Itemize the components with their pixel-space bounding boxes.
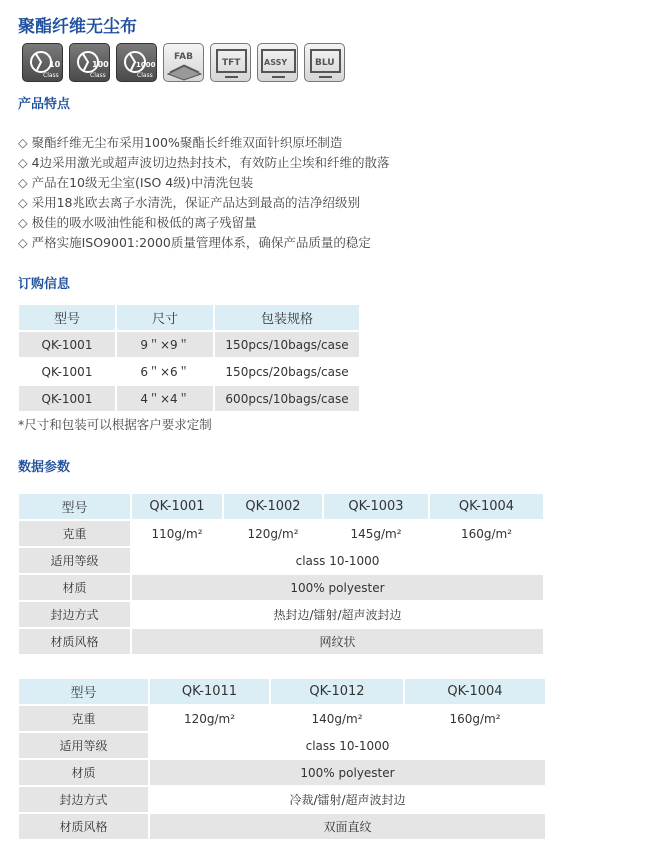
row-label: 封边方式 (19, 787, 148, 812)
table-row (19, 548, 543, 573)
feature-item: ◇ 极佳的吸水吸油性能和极低的离子残留量 (18, 213, 390, 233)
table-cell: QK-1001 (19, 386, 115, 411)
feature-item: ◇ 产品在10级无尘室(ISO 4级)中清洗包装 (18, 173, 390, 193)
table-cell: 4＂×4＂ (117, 386, 213, 411)
header-cell: 包装规格 (215, 305, 359, 330)
table-row (19, 760, 545, 785)
header-cell: QK-1001 (132, 494, 222, 519)
table-row (19, 733, 545, 758)
order-table (17, 303, 361, 413)
table-cell: 网纹状 (132, 629, 543, 654)
header-cell: QK-1004 (405, 679, 545, 704)
row-label: 材质 (19, 575, 130, 600)
table-row (19, 386, 359, 411)
header-cell: 型号 (19, 305, 115, 330)
blu-icon (304, 43, 345, 82)
certification-icons (22, 43, 345, 82)
table-row (19, 575, 543, 600)
table-cell: 160g/m² (430, 521, 543, 546)
table-cell: 600pcs/10bags/case (215, 386, 359, 411)
table-cell: QK-1001 (19, 359, 115, 384)
feature-item: ◇ 4边采用激光或超声波切边热封技术，有效防止尘埃和纤维的散落 (18, 153, 390, 173)
assy-icon (257, 43, 298, 82)
blu-label: BLU (315, 58, 335, 68)
table-cell: 150pcs/20bags/case (215, 359, 359, 384)
class-1000-number: 1000 (136, 61, 156, 69)
row-label: 材质风格 (19, 814, 148, 839)
header-cell: QK-1012 (271, 679, 403, 704)
table-row (19, 787, 545, 812)
header-cell: 型号 (19, 494, 130, 519)
table-row (19, 629, 543, 654)
order-heading: 订购信息 (18, 277, 71, 292)
params-heading: 数据参数 (18, 460, 71, 475)
table-cell: 110g/m² (132, 521, 222, 546)
row-label: 克重 (19, 706, 148, 731)
table-header-row (19, 494, 543, 519)
page-title: 聚酯纤维无尘布 (18, 17, 137, 37)
table-cell: 160g/m² (405, 706, 545, 731)
table-cell: 145g/m² (324, 521, 428, 546)
params-table-1 (17, 492, 545, 656)
fab-icon (163, 43, 204, 82)
row-label: 克重 (19, 521, 130, 546)
table-cell: 100% polyester (150, 760, 545, 785)
tft-label: TFT (222, 58, 241, 68)
header-cell: 型号 (19, 679, 148, 704)
table-row (19, 332, 359, 357)
table-cell: 6＂×6＂ (117, 359, 213, 384)
table-row (19, 602, 543, 627)
table-header-row (19, 305, 359, 330)
table-cell: 9＂×9＂ (117, 332, 213, 357)
params-table-2 (17, 677, 547, 841)
row-label: 材质风格 (19, 629, 130, 654)
table-row (19, 814, 545, 839)
table-row (19, 521, 543, 546)
table-cell: 热封边/镭射/超声波封边 (132, 602, 543, 627)
header-cell: QK-1004 (430, 494, 543, 519)
class-10-icon (22, 43, 63, 82)
header-cell: QK-1003 (324, 494, 428, 519)
table-row (19, 706, 545, 731)
table-cell: 120g/m² (224, 521, 322, 546)
feature-item: ◇ 严格实施ISO9001:2000质量管理体系，确保产品质量的稳定 (18, 233, 390, 253)
table-cell: class 10-1000 (150, 733, 545, 758)
class-100-number: 100 (92, 60, 109, 69)
table-cell: 150pcs/10bags/case (215, 332, 359, 357)
table-cell: QK-1001 (19, 332, 115, 357)
class-100-label: Class (90, 72, 106, 79)
header-cell: 尺寸 (117, 305, 213, 330)
header-cell: QK-1002 (224, 494, 322, 519)
feature-item: ◇ 聚酯纤维无尘布采用100%聚酯长纤维双面针织原坯制造 (18, 133, 390, 153)
assy-label: ASSY (264, 58, 288, 67)
header-cell: QK-1011 (150, 679, 269, 704)
table-cell: 140g/m² (271, 706, 403, 731)
row-label: 材质 (19, 760, 148, 785)
class-10-label: Class (43, 72, 59, 79)
tft-icon (210, 43, 251, 82)
row-label: 适用等级 (19, 733, 148, 758)
table-cell: 双面直纹 (150, 814, 545, 839)
table-cell: 100% polyester (132, 575, 543, 600)
row-label: 封边方式 (19, 602, 130, 627)
table-header-row (19, 679, 545, 704)
table-cell: 120g/m² (150, 706, 269, 731)
table-cell: class 10-1000 (132, 548, 543, 573)
class-1000-icon (116, 43, 157, 82)
table-cell: 冷裁/镭射/超声波封边 (150, 787, 545, 812)
features-list (18, 133, 390, 253)
features-heading: 产品特点 (18, 97, 71, 112)
table-row (19, 359, 359, 384)
class-1000-label: Class (137, 72, 153, 79)
row-label: 适用等级 (19, 548, 130, 573)
class-10-number: 10 (49, 60, 61, 69)
feature-item: ◇ 采用18兆欧去离子水清洗，保证产品达到最高的洁净绍级别 (18, 193, 390, 213)
order-note: *尺寸和包装可以根据客户要求定制 (18, 417, 212, 432)
class-100-icon (69, 43, 110, 82)
fab-label: FAB (174, 52, 193, 62)
